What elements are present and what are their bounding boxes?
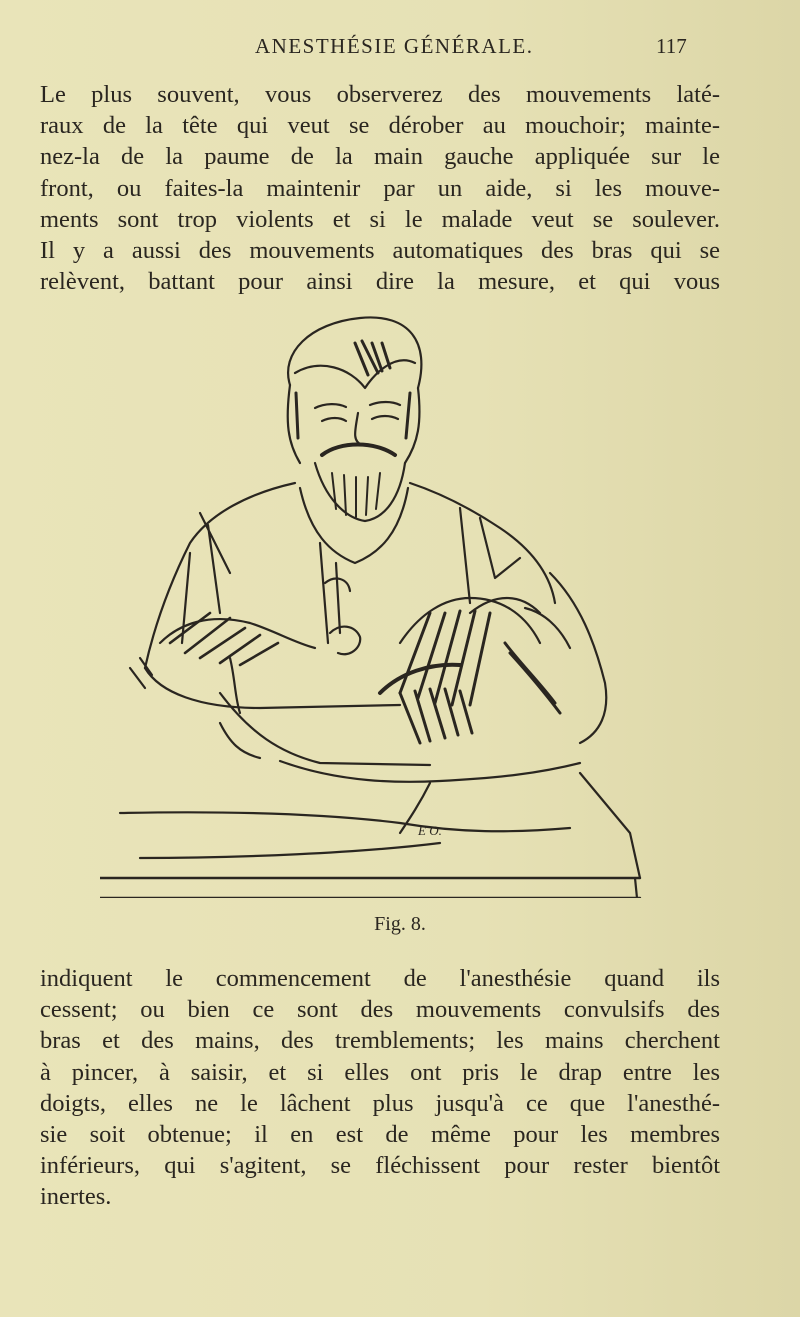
paragraph-top bbox=[40, 79, 720, 297]
text-line: inférieurs, qui s'agitent, se fléchissent pour rester bientôt bbox=[40, 1152, 720, 1180]
text-line: relèvent, battant pour ainsi dire la mesure, et qui vous bbox=[40, 268, 720, 296]
page-number: 117 bbox=[656, 34, 687, 58]
text-line: doigts, elles ne le lâchent plus jusqu'à ce que l'anesthé- bbox=[40, 1089, 720, 1117]
text-line: front, ou faites-la maintenir par un aide, si les mouve- bbox=[40, 174, 720, 202]
paragraph-bottom bbox=[40, 963, 720, 1213]
figure-illustration bbox=[100, 313, 660, 898]
text-line: Il y a aussi des mouvements automatiques des bras qui se bbox=[40, 237, 720, 265]
running-head bbox=[0, 34, 800, 68]
text-line: à pincer, à saisir, et si elles ont pris le drap entre les bbox=[40, 1058, 720, 1086]
text-line: raux de la tête qui veut se dérober au mouchoir; mainte- bbox=[40, 112, 720, 140]
text-line: sie soit obtenue; il en est de même pour les membres bbox=[40, 1121, 720, 1149]
text-line: cessent; ou bien ce sont des mouvements convulsifs des bbox=[40, 996, 720, 1024]
text-line: indiquent le commencement de l'anesthésie quand ils bbox=[40, 965, 720, 992]
text-line: Le plus souvent, vous observerez des mouvements laté- bbox=[40, 81, 720, 108]
figure-caption: Fig. 8. bbox=[374, 913, 426, 935]
text-line: bras et des mains, des tremblements; les mains cherchent bbox=[40, 1027, 720, 1055]
text-line: nez-la de la paume de la main gauche appliquée sur le bbox=[40, 143, 720, 171]
text-line: ments sont trop violents et si le malade veut se soulever. bbox=[40, 205, 720, 233]
running-head-title: ANESTHÉSIE GÉNÉRALE. bbox=[255, 34, 534, 58]
figure-inscription: E O. bbox=[418, 823, 442, 838]
text-line: inertes. bbox=[40, 1183, 112, 1211]
